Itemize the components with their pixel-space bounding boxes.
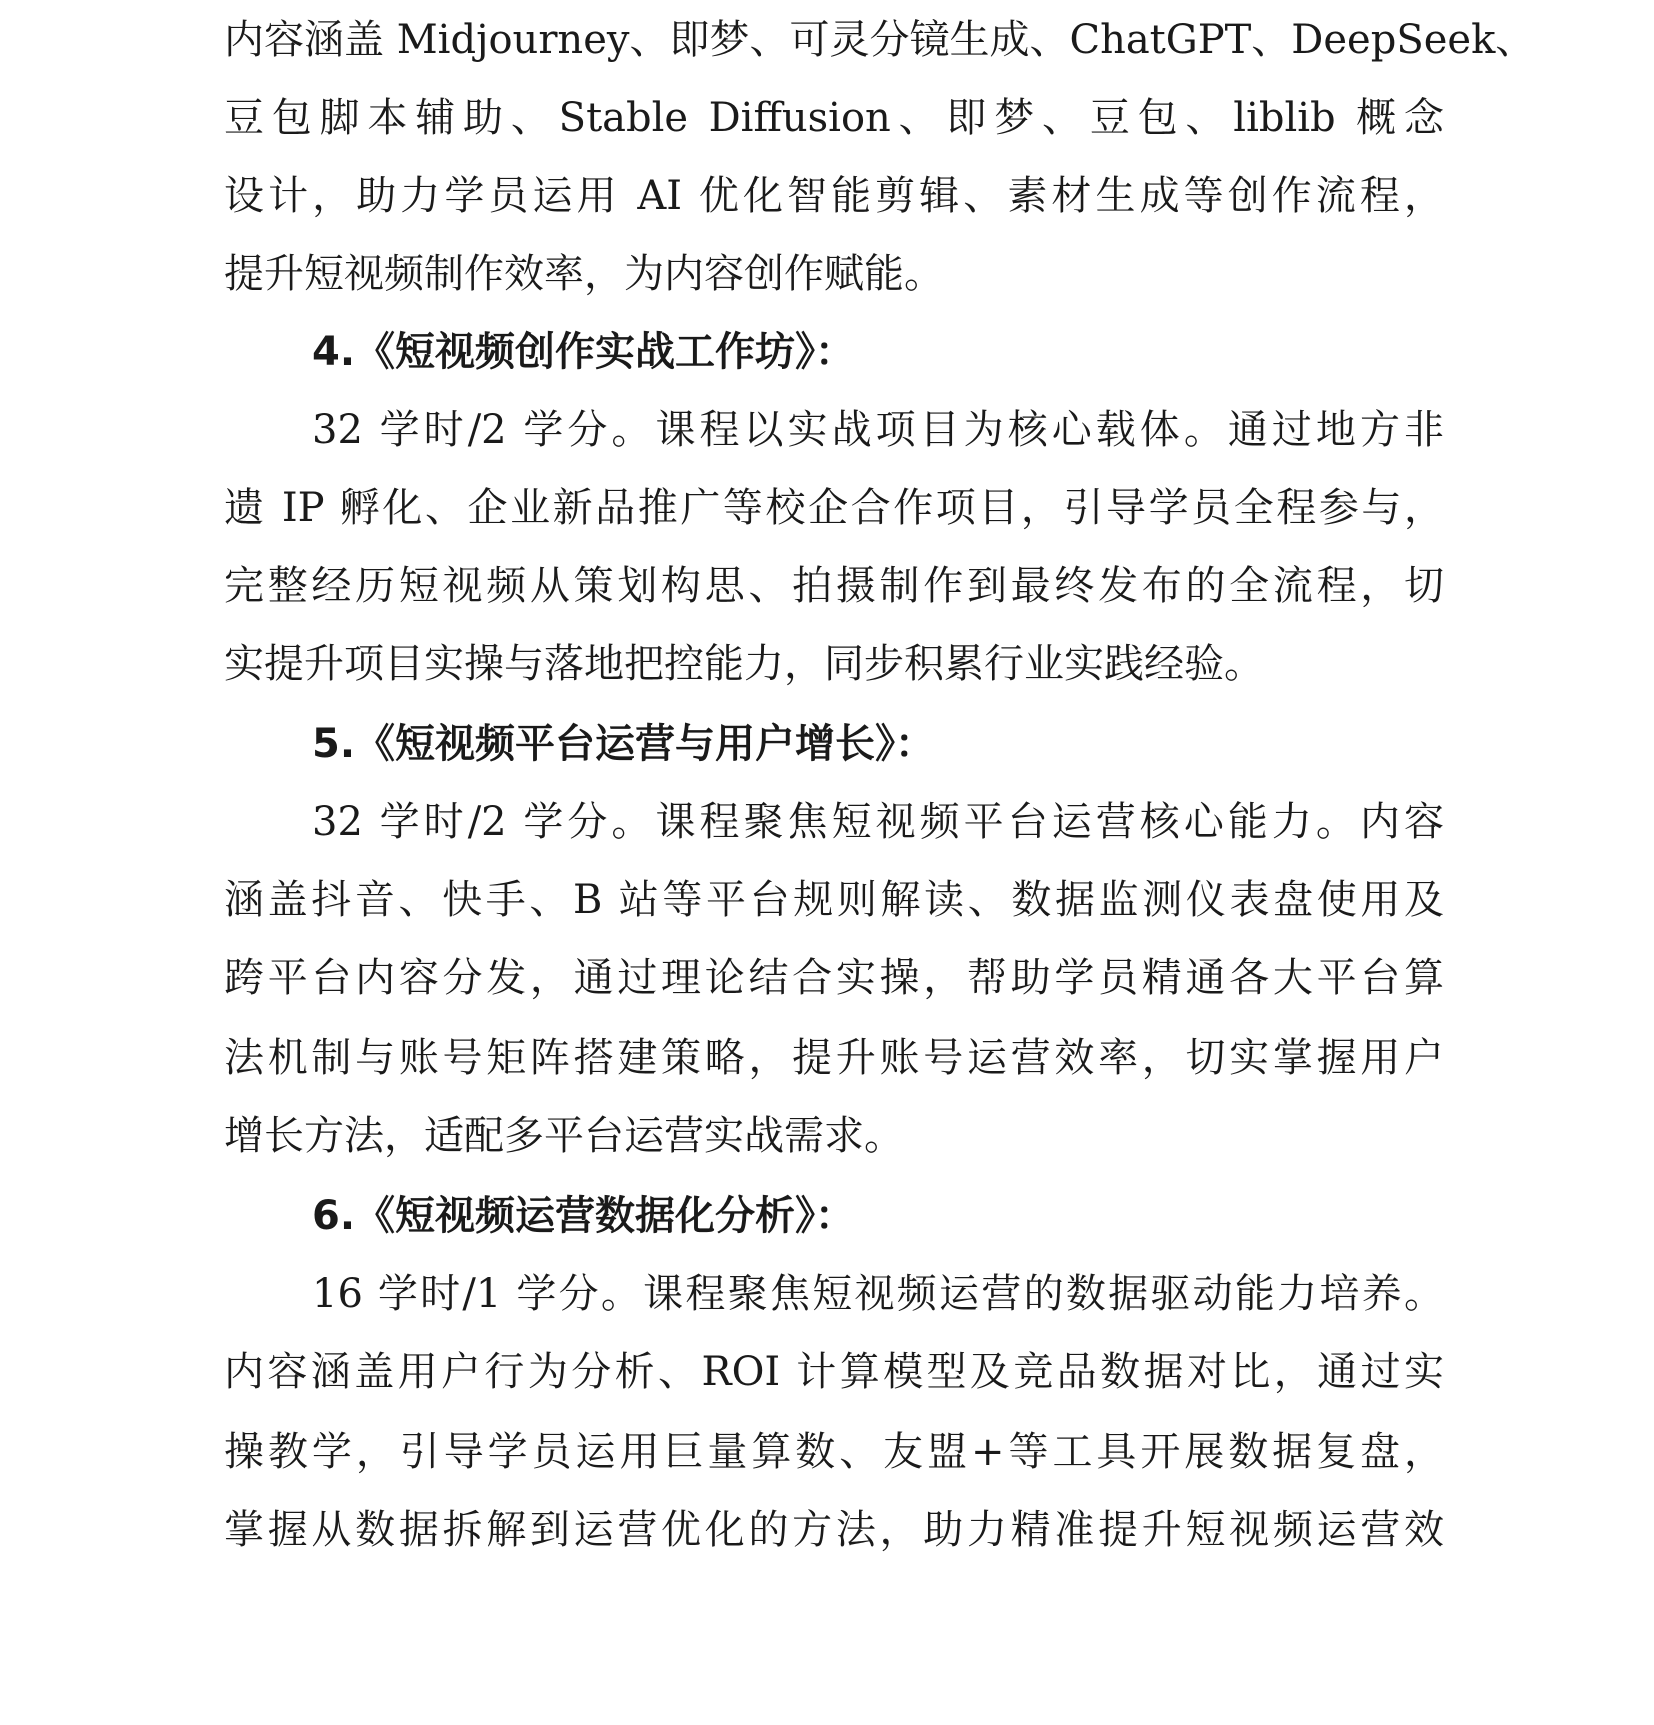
body-text-line: 提升短视频制作效率，为内容创作赋能。 xyxy=(224,251,944,297)
section-heading-4: 4.《短视频创作实战工作坊》： xyxy=(312,329,856,375)
section-heading-6: 6.《短视频运营数据化分析》： xyxy=(312,1193,856,1239)
body-text-line: 操教学，引导学员运用巨量算数、友盟+等工具开展数据复盘， xyxy=(224,1429,1444,1475)
body-text-line: 32 学时/2 学分。课程以实战项目为核心载体。通过地方非 xyxy=(312,407,1444,453)
body-text-line: 实提升项目实操与落地把控能力，同步积累行业实践经验。 xyxy=(224,641,1264,687)
body-text-line: 跨平台内容分发，通过理论结合实操，帮助学员精通各大平台算 xyxy=(224,955,1444,1001)
body-text-line: 增长方法，适配多平台运营实战需求。 xyxy=(224,1113,904,1159)
body-text-line: 内容涵盖 Midjourney、即梦、可灵分镜生成、ChatGPT、DeepSeek、 xyxy=(224,17,1536,63)
body-text-line: 设计，助力学员运用 AI 优化智能剪辑、素材生成等创作流程， xyxy=(224,173,1444,219)
body-text-line: 遗 IP 孵化、企业新品推广等校企合作项目，引导学员全程参与， xyxy=(224,485,1444,531)
body-text-line: 掌握从数据拆解到运营优化的方法，助力精准提升短视频运营效 xyxy=(224,1507,1444,1553)
body-text-line: 32 学时/2 学分。课程聚焦短视频平台运营核心能力。内容 xyxy=(312,799,1444,845)
body-text-line: 内容涵盖用户行为分析、ROI 计算模型及竞品数据对比，通过实 xyxy=(224,1349,1444,1395)
body-text-line: 法机制与账号矩阵搭建策略，提升账号运营效率，切实掌握用户 xyxy=(224,1035,1444,1081)
section-heading-5: 5.《短视频平台运营与用户增长》： xyxy=(312,721,936,767)
body-text-line: 16 学时/1 学分。课程聚焦短视频运营的数据驱动能力培养。 xyxy=(312,1271,1444,1317)
body-text-line: 完整经历短视频从策划构思、拍摄制作到最终发布的全流程，切 xyxy=(224,563,1444,609)
body-text-line: 涵盖抖音、快手、B 站等平台规则解读、数据监测仪表盘使用及 xyxy=(224,877,1444,923)
body-text-line: 豆包脚本辅助、Stable Diffusion、即梦、豆包、liblib 概念 xyxy=(224,95,1444,141)
